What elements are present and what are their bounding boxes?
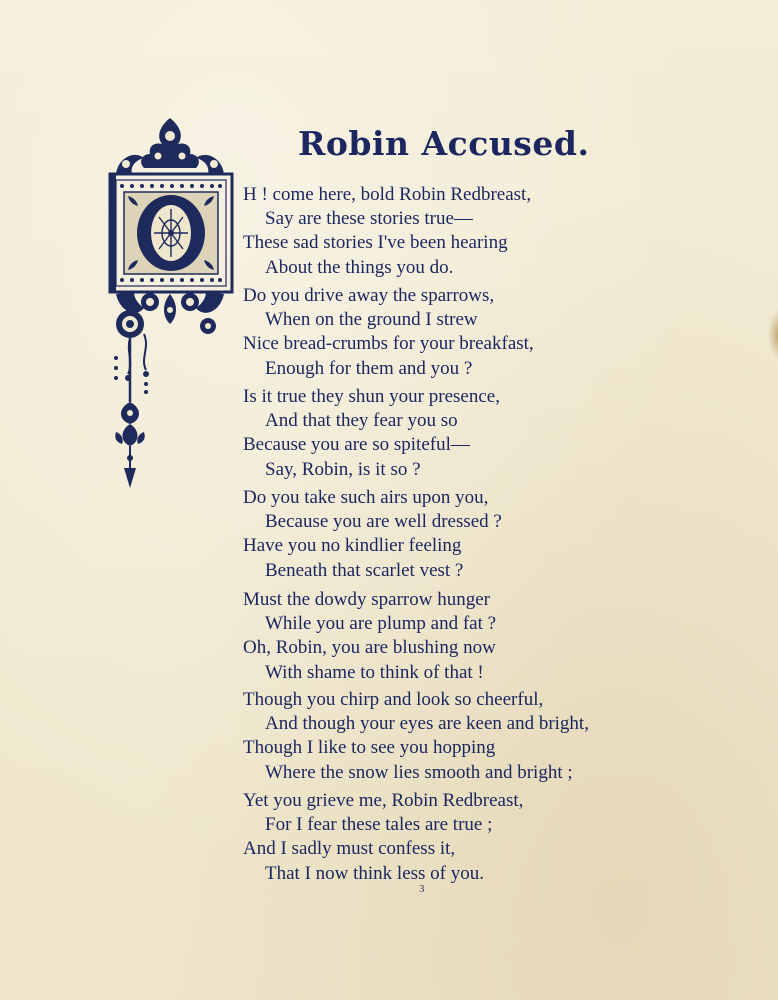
poem-line: Enough for them and you ? (265, 357, 473, 379)
poem-line: Where the snow lies smooth and bright ; (265, 761, 573, 783)
poem-line: Because you are well dressed ? (265, 511, 502, 533)
poem-line: Have you no kindlier feeling (243, 535, 462, 557)
poem-line: H ! come here, bold Robin Redbreast, (243, 184, 532, 205)
poem-line: When on the ground I strew (265, 309, 478, 331)
stanza-7 (243, 789, 663, 886)
poem-line: Must the dowdy sparrow hunger (243, 589, 490, 610)
poem-line: And though your eyes are keen and bright, (265, 713, 589, 735)
stanza-2 (243, 284, 663, 381)
poem-line: Say, Robin, is it so ? (265, 458, 421, 480)
poem-line: And I sadly must confess it, (243, 838, 456, 860)
poem-line: Oh, Robin, you are blushing now (243, 637, 496, 659)
poem-line: While you are plump and fat ? (265, 613, 497, 635)
paper-stain (768, 310, 778, 360)
poem-line: These sad stories I've been hearing (243, 232, 508, 254)
poem-line: Say are these stories true— (265, 208, 473, 230)
poem-line: Do you drive away the sparrows, (243, 285, 495, 306)
poem-line: And that they fear you so (265, 410, 458, 432)
poem-line: Yet you grieve me, Robin Redbreast, (243, 790, 524, 811)
stanza-6 (243, 688, 663, 785)
page-number: 3 (419, 883, 425, 895)
poem-line: Do you take such airs upon you, (243, 487, 489, 508)
poem-line: Though I like to see you hopping (243, 737, 496, 759)
poem-line: Beneath that scarlet vest ? (265, 559, 464, 581)
stanza-3 (243, 385, 663, 482)
poem-line: For I fear these tales are true ; (265, 814, 493, 836)
poem-line: Though you chirp and look so cheerful, (243, 689, 544, 710)
poem-line: About the things you do. (265, 256, 454, 278)
poem-line: Nice bread-crumbs for your breakfast, (243, 333, 534, 355)
illuminated-drop-cap (100, 112, 240, 497)
poem-title: Robin Accused. (298, 124, 590, 163)
poem-line: Because you are so spiteful— (243, 434, 470, 456)
poem-line: That I now think less of you. (265, 862, 485, 884)
stanza-1 (243, 183, 663, 280)
stanza-5 (243, 588, 663, 685)
stanza-4 (243, 486, 663, 583)
poem-line: With shame to think of that ! (265, 661, 484, 683)
poem-line: Is it true they shun your presence, (243, 386, 500, 407)
